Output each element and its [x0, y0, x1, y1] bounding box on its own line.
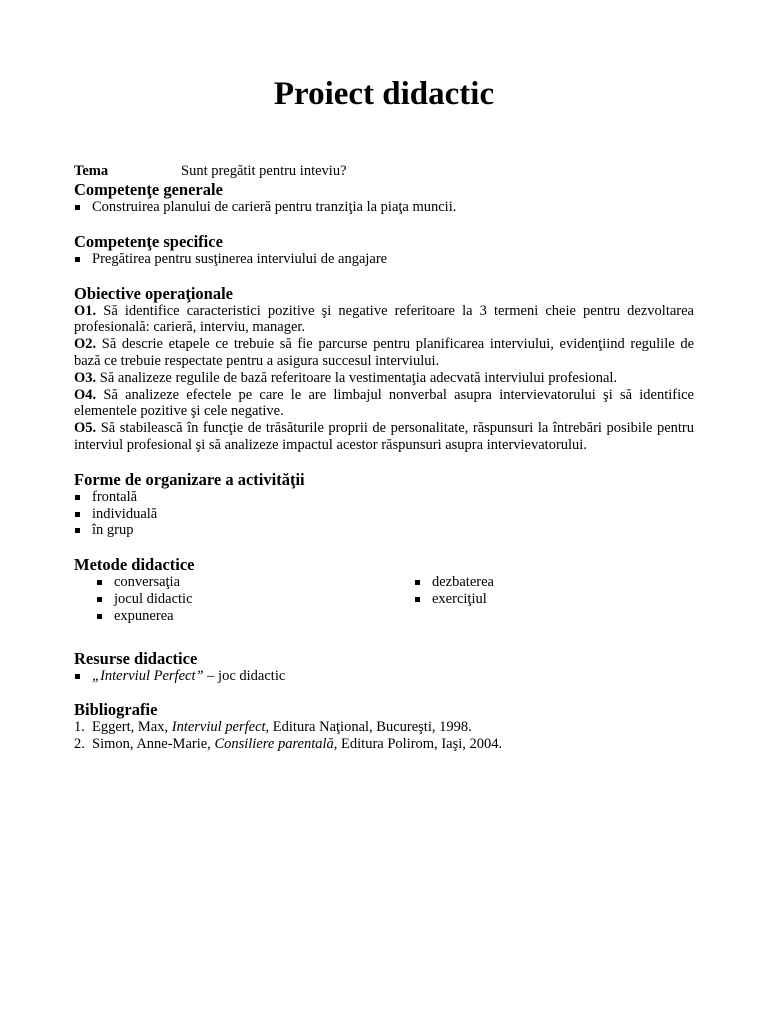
- page-title: Proiect didactic: [273, 76, 495, 112]
- objective-o5: [74, 420, 694, 454]
- tema-row: [74, 162, 694, 180]
- list-metode-1: [74, 574, 392, 624]
- bibliography-text: [92, 736, 502, 753]
- list-item: frontală: [74, 489, 694, 506]
- bibliography-item: [74, 719, 694, 736]
- resource-desc: – joc didactic: [203, 667, 286, 684]
- objective-text: Să identifice caracteristici pozitive şi negative referitoare la 3 termeni cheie pentru dezvoltarea profesională: carieră, interviu, manager.: [74, 302, 694, 336]
- list-item: individuală: [74, 506, 694, 523]
- objective-text: Să stabilească în funcţie de trăsăturile proprii de personalitate, răspunsuri la întrebări posibile pentru interviul profesional şi să analizeze impactul acestor răspunsuri asupra intervievatorului.: [74, 420, 694, 453]
- bibliography-publisher: , Editura Naţional, Bucureşti, 1998.: [265, 719, 472, 736]
- resource-title: „Interviul Perfect”: [92, 667, 204, 684]
- objective-code: O3.: [74, 369, 97, 386]
- objective-o1: [74, 303, 694, 337]
- bibliography-author: Eggert, Max,: [92, 719, 172, 736]
- list-competente-specifice: [74, 251, 694, 268]
- objective-text: Să analizeze regulile de bază referitoare la vestimentaţia adecvată interviului profesional.: [96, 369, 618, 386]
- bibliography-author: Simon, Anne-Marie,: [92, 736, 215, 753]
- list-metode-2: [392, 574, 494, 608]
- list-item: jocul didactic: [96, 591, 392, 608]
- list-resurse: [74, 668, 694, 685]
- objective-o3: [74, 370, 694, 387]
- document-body: [74, 162, 694, 753]
- section-competente-specifice: [74, 232, 694, 268]
- list-item: [74, 668, 694, 685]
- list-item: exerciţiul: [414, 591, 494, 608]
- heading-forme-organizare: Forme de organizare a activităţii: [74, 469, 305, 489]
- objective-code: O4.: [74, 386, 97, 403]
- list-item: Pregătirea pentru susţinerea interviului de angajare: [74, 251, 694, 268]
- list-item: în grup: [74, 522, 694, 539]
- objective-o2: [74, 336, 694, 370]
- metode-column-1: [74, 574, 392, 624]
- list-forme-organizare: [74, 489, 694, 539]
- list-competente-generale: [74, 199, 694, 216]
- section-forme-organizare: [74, 470, 694, 539]
- list-item: Construirea planului de carieră pentru tranziţia la piaţa muncii.: [74, 199, 694, 216]
- objective-o4: [74, 387, 694, 421]
- list-item: dezbaterea: [414, 574, 494, 591]
- heading-obiective: Obiective operaţionale: [74, 283, 234, 303]
- list-bibliografie: [74, 719, 694, 753]
- metode-column-2: [392, 574, 494, 624]
- tema-value: Sunt pregătit pentru inteviu?: [181, 163, 347, 179]
- bibliography-item: [74, 736, 694, 753]
- section-bibliografie: [74, 700, 694, 753]
- objective-text: Să analizeze efectele pe care le are limbajul nonverbal asupra intervievatorului şi să identifice elementele pozitive şi cele negative.: [74, 386, 694, 420]
- bibliography-number: 2.: [74, 736, 85, 753]
- section-competente-generale: [74, 180, 694, 216]
- objective-text: Să descrie etapele ce trebuie să fie parcurse pentru planificarea interviului, evidenţiind regulile de bază ce trebuie respectate pentru a asigura succesul interviului.: [74, 336, 694, 369]
- heading-competente-specifice: Competenţe specifice: [74, 231, 223, 251]
- heading-metode: Metode didactice: [74, 555, 195, 575]
- list-item: conversaţia: [96, 574, 392, 591]
- section-resurse: [74, 649, 694, 685]
- bibliography-number: 1.: [74, 719, 85, 736]
- heading-competente-generale: Competenţe generale: [74, 180, 223, 199]
- bibliography-text: [92, 719, 472, 736]
- tema-label: Tema: [74, 163, 109, 179]
- objective-code: O5.: [74, 420, 97, 437]
- heading-resurse: Resurse didactice: [74, 648, 198, 668]
- bibliography-title: Consiliere parentală: [214, 736, 334, 753]
- objective-code: O1.: [74, 302, 97, 319]
- section-metode: [74, 555, 694, 624]
- objective-code: O2.: [74, 336, 97, 353]
- metode-columns: [74, 574, 694, 624]
- bibliography-title: Interviul perfect: [171, 719, 266, 736]
- heading-bibliografie: Bibliografie: [74, 700, 158, 720]
- section-obiective: [74, 284, 694, 454]
- bibliography-publisher: , Editura Polirom, Iaşi, 2004.: [333, 736, 503, 753]
- list-item: expunerea: [96, 608, 392, 625]
